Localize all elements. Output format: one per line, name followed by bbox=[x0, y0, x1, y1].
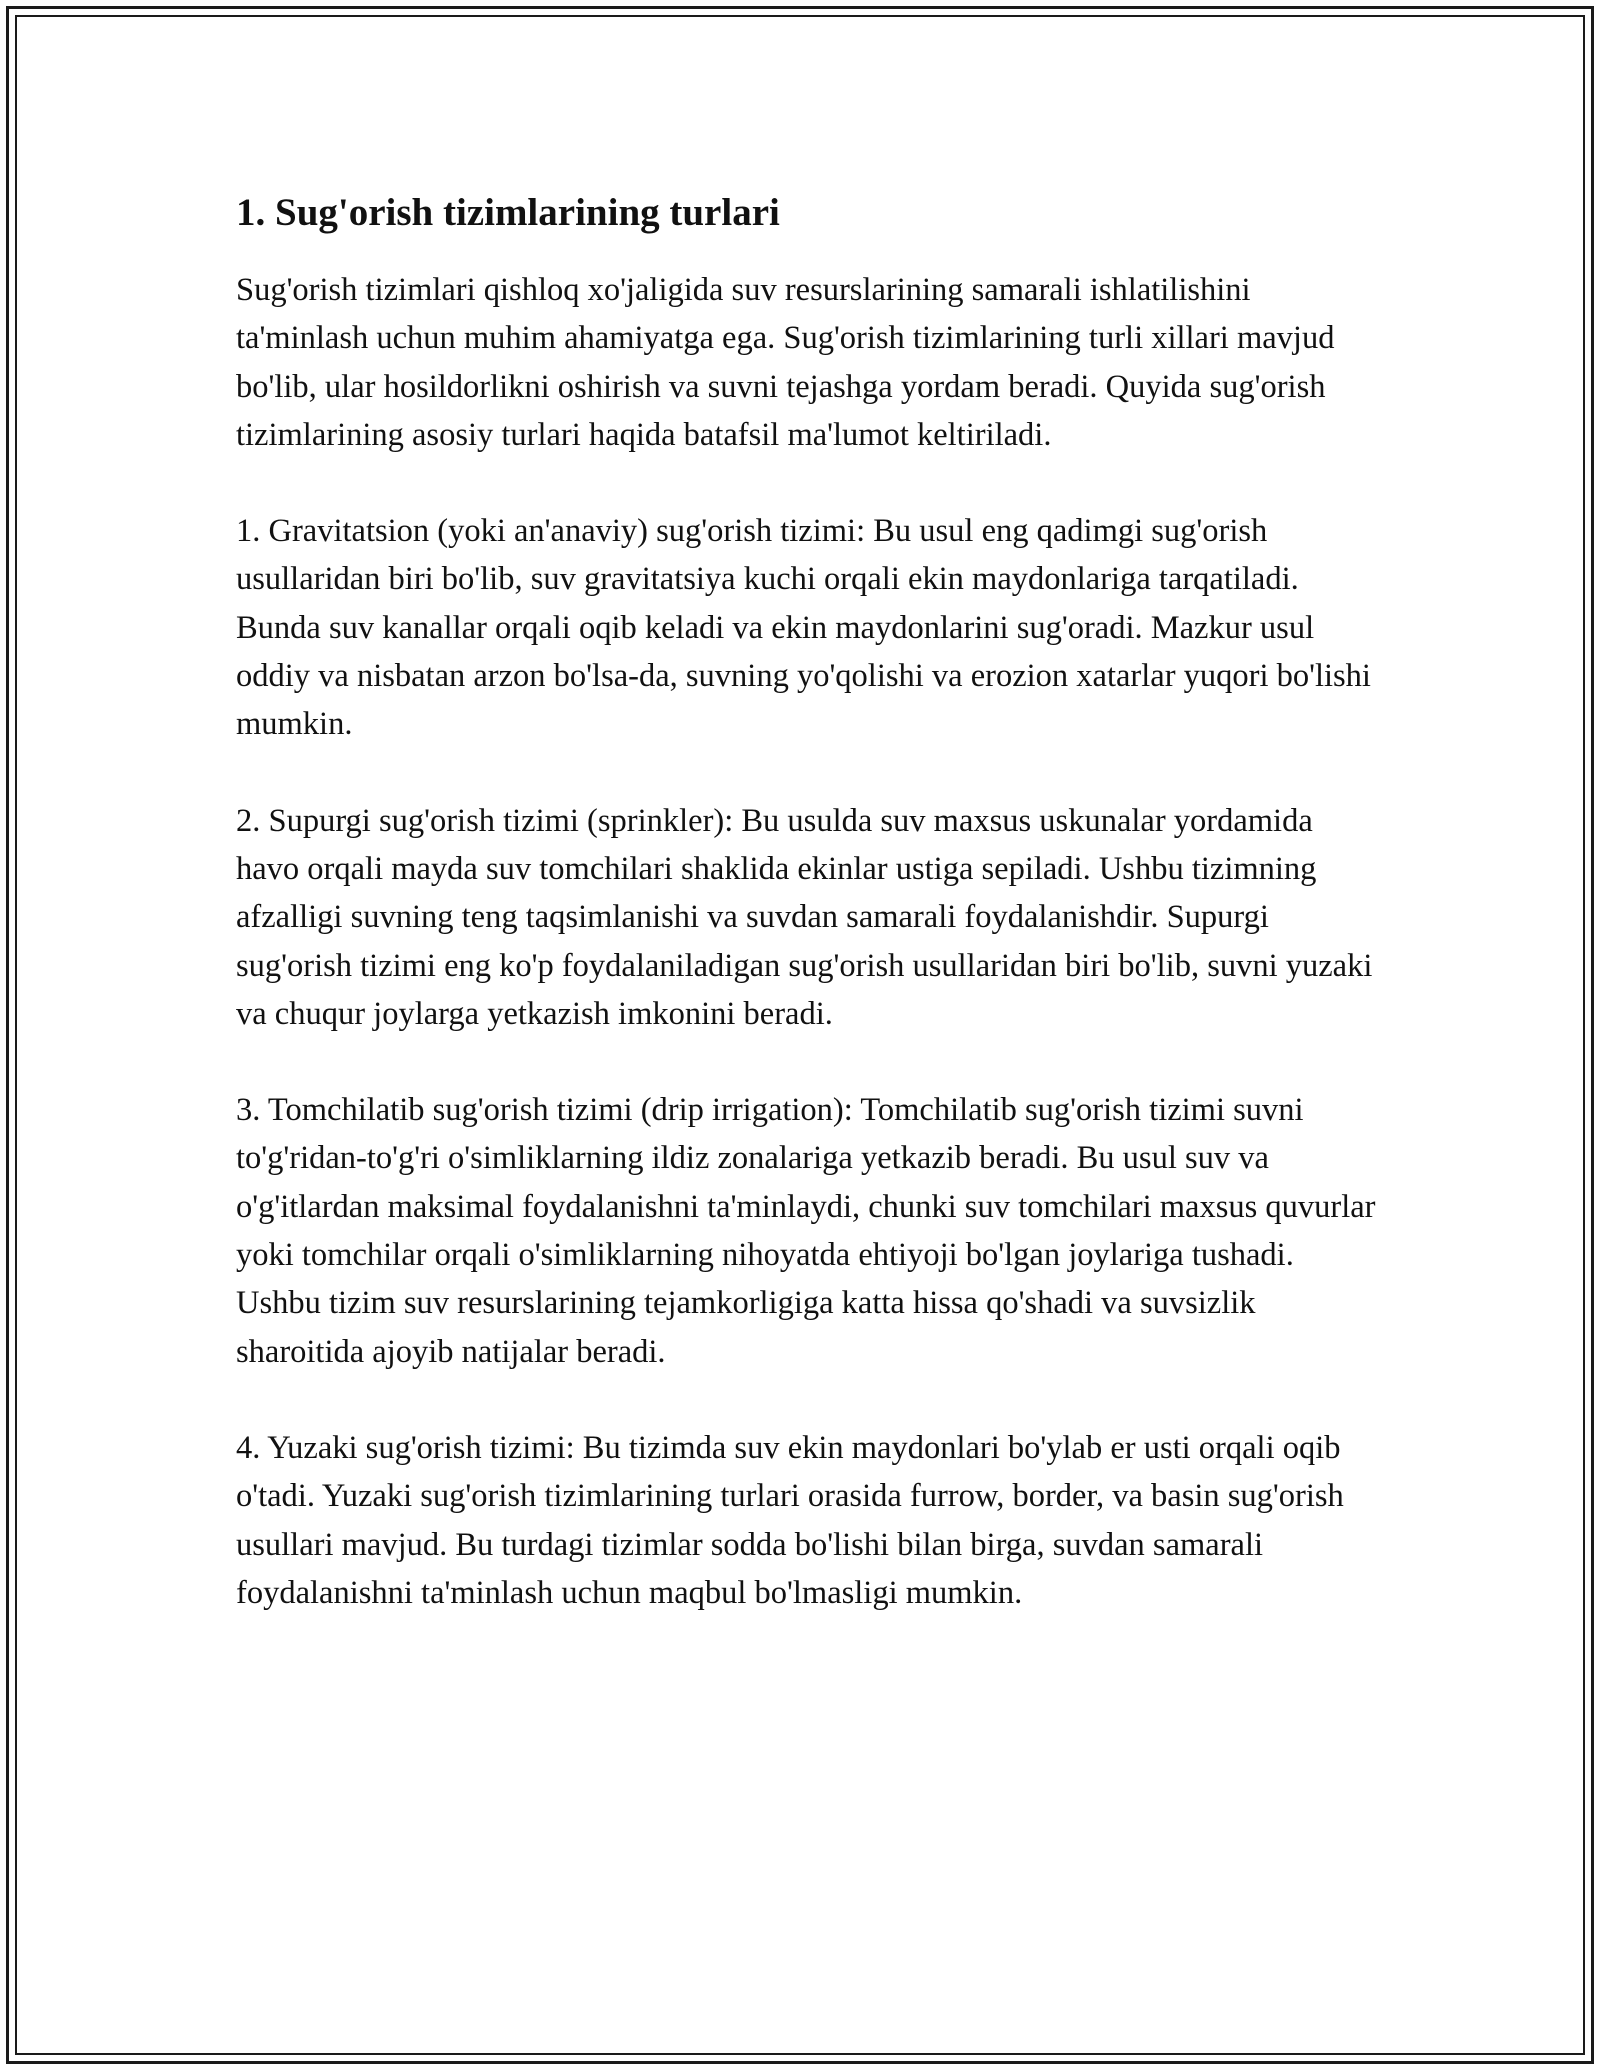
intro-paragraph: Sug'orish tizimlari qishloq xo'jaligida suv resurslarining samarali ishlatilishini ta'minlash uchun muhim ahamiyatga ega. Sug'orish tizimlarining turli xillari mavjud bo'lib, ular hosildorlikni oshirish va suvni tejashga yordam beradi. Quyida sug'orish tizimlarining asosiy turlari haqida batafsil ma'lumot keltiriladi. bbox=[236, 272, 1335, 453]
paragraph-drip-irrigation: 3. Tomchilatib sug'orish tizimi (drip irrigation): Tomchilatib sug'orish tizimi suvni to'g'ridan-to'g'ri o'simliklarning ildiz zonalariga yetkazib beradi. Bu usul suv va o'g'itlardan maksimal foydalanishni ta'minlaydi, chunki suv tomchilari maxsus quvurlar yoki tomchilar orqali o'simliklarning nihoyatda ehtiyoji bo'lgan joylariga tushadi. Ushbu tizim suv resurslarining tejamkorligiga katta hissa qo'shadi va suvsizlik sharoitida ajoyib natijalar beradi. bbox=[236, 1092, 1376, 1370]
section-title: 1. Sug'orish tizimlarining turlari bbox=[236, 191, 780, 234]
document-body bbox=[236, 186, 1376, 1665]
paragraph-sprinkler-irrigation: 2. Supurgi sug'orish tizimi (sprinkler): Bu usulda suv maxsus uskunalar yordamida havo orqali mayda suv tomchilari shaklida ekinlar ustiga sepiladi. Ushbu tizimning afzalligi suvning teng taqsimlanishi va suvdan samarali foydalanishdir. Supurgi sug'orish tizimi eng ko'p foydalaniladigan sug'orish usullaridan biri bo'lib, suvni yuzaki va chuqur joylarga yetkazish imkonini beradi. bbox=[236, 802, 1373, 1032]
paragraph-gravity-irrigation: 1. Gravitatsion (yoki an'anaviy) sug'orish tizimi: Bu usul eng qadimgi sug'orish usullaridan biri bo'lib, suv gravitatsiya kuchi orqali ekin maydonlariga tarqatiladi. Bunda suv kanallar orqali oqib keladi va ekin maydonlarini sug'oradi. Mazkur usul oddiy va nisbatan arzon bo'lsa-da, suvning yo'qolishi va erozion xatarlar yuqori bo'lishi mumkin. bbox=[236, 513, 1371, 743]
paragraph-surface-irrigation: 4. Yuzaki sug'orish tizimi: Bu tizimda suv ekin maydonlari bo'ylab er usti orqali oqib o'tadi. Yuzaki sug'orish tizimlarining turlari orasida furrow, border, va basin sug'orish usullari mavjud. Bu turdagi tizimlar sodda bo'lishi bilan birga, suvdan samarali foydalanishni ta'minlash uchun maqbul bo'lmasligi mumkin. bbox=[236, 1429, 1344, 1611]
